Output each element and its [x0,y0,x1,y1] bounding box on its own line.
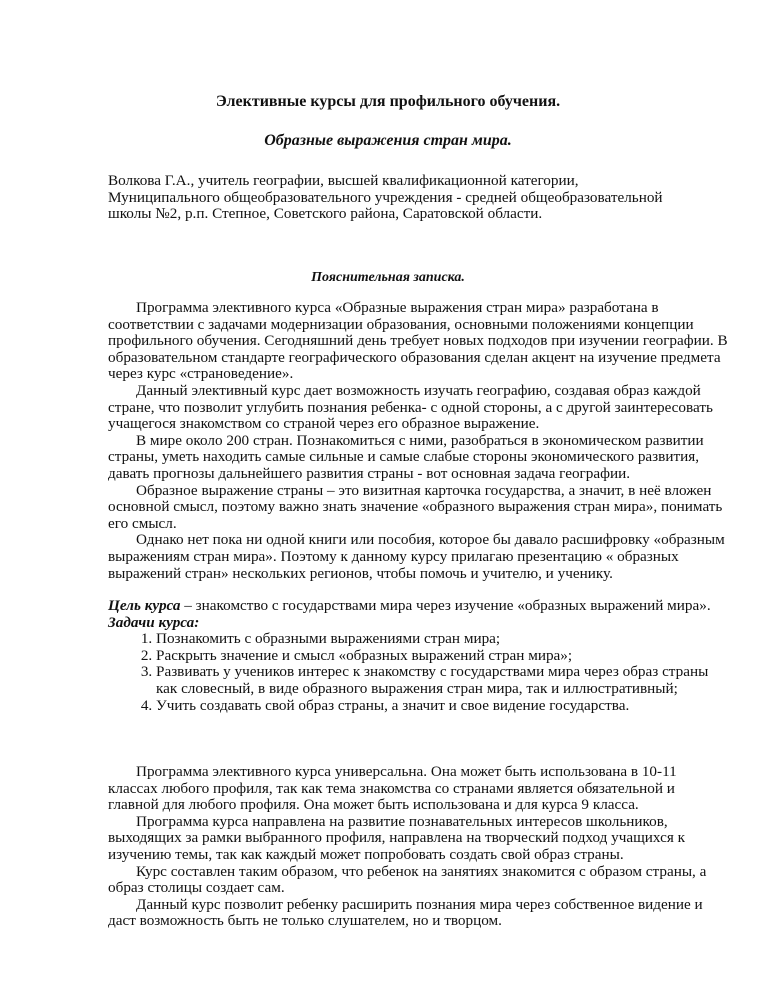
document-subtitle: Образные выражения стран мира. [264,132,512,149]
task-item: 1. Познакомить с образными выражениями стран мира; [156,631,728,648]
paragraph: Программа элективного курса «Образные выражения стран мира» разработана в соответствии с задачами модернизации образования, основными положениями концепции профильного обучения. Сегодняшний день требует новых подходов при изучении географии. В образовательном стандарте географического образования сделан акцент на изучение предмета через курс «страноведение». [108,299,728,383]
author-line: школы №2, р.п. Степное, Советского района, Саратовской области. [108,205,543,223]
paragraph: Программа элективного курса универсальна. Она может быть использована в 10-11 классах любого профиля, так как тема знакомства со странами является обязательной и главной для любого профиля. Она может быть использована и для курса 9 класса. [108,763,677,814]
paragraph: В мире около 200 стран. Познакомиться с ними, разобраться в экономическом развитии страны, уметь находить самые сильные и самые слабые стороны экономического развития, давать прогнозы дальнейшего развития страны - вот основная задача географии. [108,431,704,482]
goal-paragraph [108,598,728,615]
task-item: 2. Раскрыть значение и смысл «образных выражений стран мира»; [156,648,728,665]
task-item: 3. Развивать у учеников интерес к знакомству с государствами мира через образ страны как словесный, в виде образного выражения стран мира, так и иллюстративный; [156,664,728,697]
author-info [108,173,728,223]
author-line: Волкова Г.А., учитель географии, высшей квалификационной категории, [108,172,579,189]
tasks-label: Задачи курса: [108,613,200,631]
goal-text: – знакомство с государствами мира через изучение «образных выражений мира». [180,597,711,614]
paragraph: Однако нет пока ни одной книги или пособия, которое бы давало расшифровку «образным выражениям стран мира». Поэтому к данному курсу прилагаю презентацию « образных выражений стран» нескольких регионов, чтобы помочь и учителю, и ученику. [108,531,725,582]
tasks-list [108,631,728,714]
explanatory-note-heading: Пояснительная записка. [311,270,465,285]
paragraph: Данный курс позволит ребенку расширить познания мира через собственное видение и даст возможность быть не только слушателем, но и творцом. [108,895,703,930]
document-title: Элективные курсы для профильного обучения. [215,93,561,110]
paragraph: Программа курса направлена на развитие познавательных интересов школьников, выходящих за рамки выбранного профиля, направлена на творческий подход учащихся к изучению темы, так как каждый может попробовать создать свой образ страны. [108,812,685,863]
intro-section [108,300,728,582]
author-line: Муниципального общеобразовательного учреждения - средней общеобразовательной [108,188,663,206]
goal-label: Цель курса [108,597,181,614]
task-item: 4. Учить создавать свой образ страны, а значит и свое видение государства. [156,698,728,715]
paragraph: Данный элективный курс дает возможность изучать географию, создавая образ каждой стране, что позволит углубить познания ребенка- с одной стороны, а с другой заинтересовать учащегося знакомством со страной через его образное выражение. [108,381,713,433]
closing-section [108,764,728,930]
paragraph: Курс составлен таким образом, что ребенок на занятиях знакомится с образом страны, а образ столицы создает сам. [108,862,707,897]
paragraph: Образное выражение страны – это визитная карточка государства, а значит, в неё вложен основной смысл, поэтому важно знать значение «образного выражения стран мира», понимать его смысл. [108,481,723,532]
goals-section [108,598,728,714]
